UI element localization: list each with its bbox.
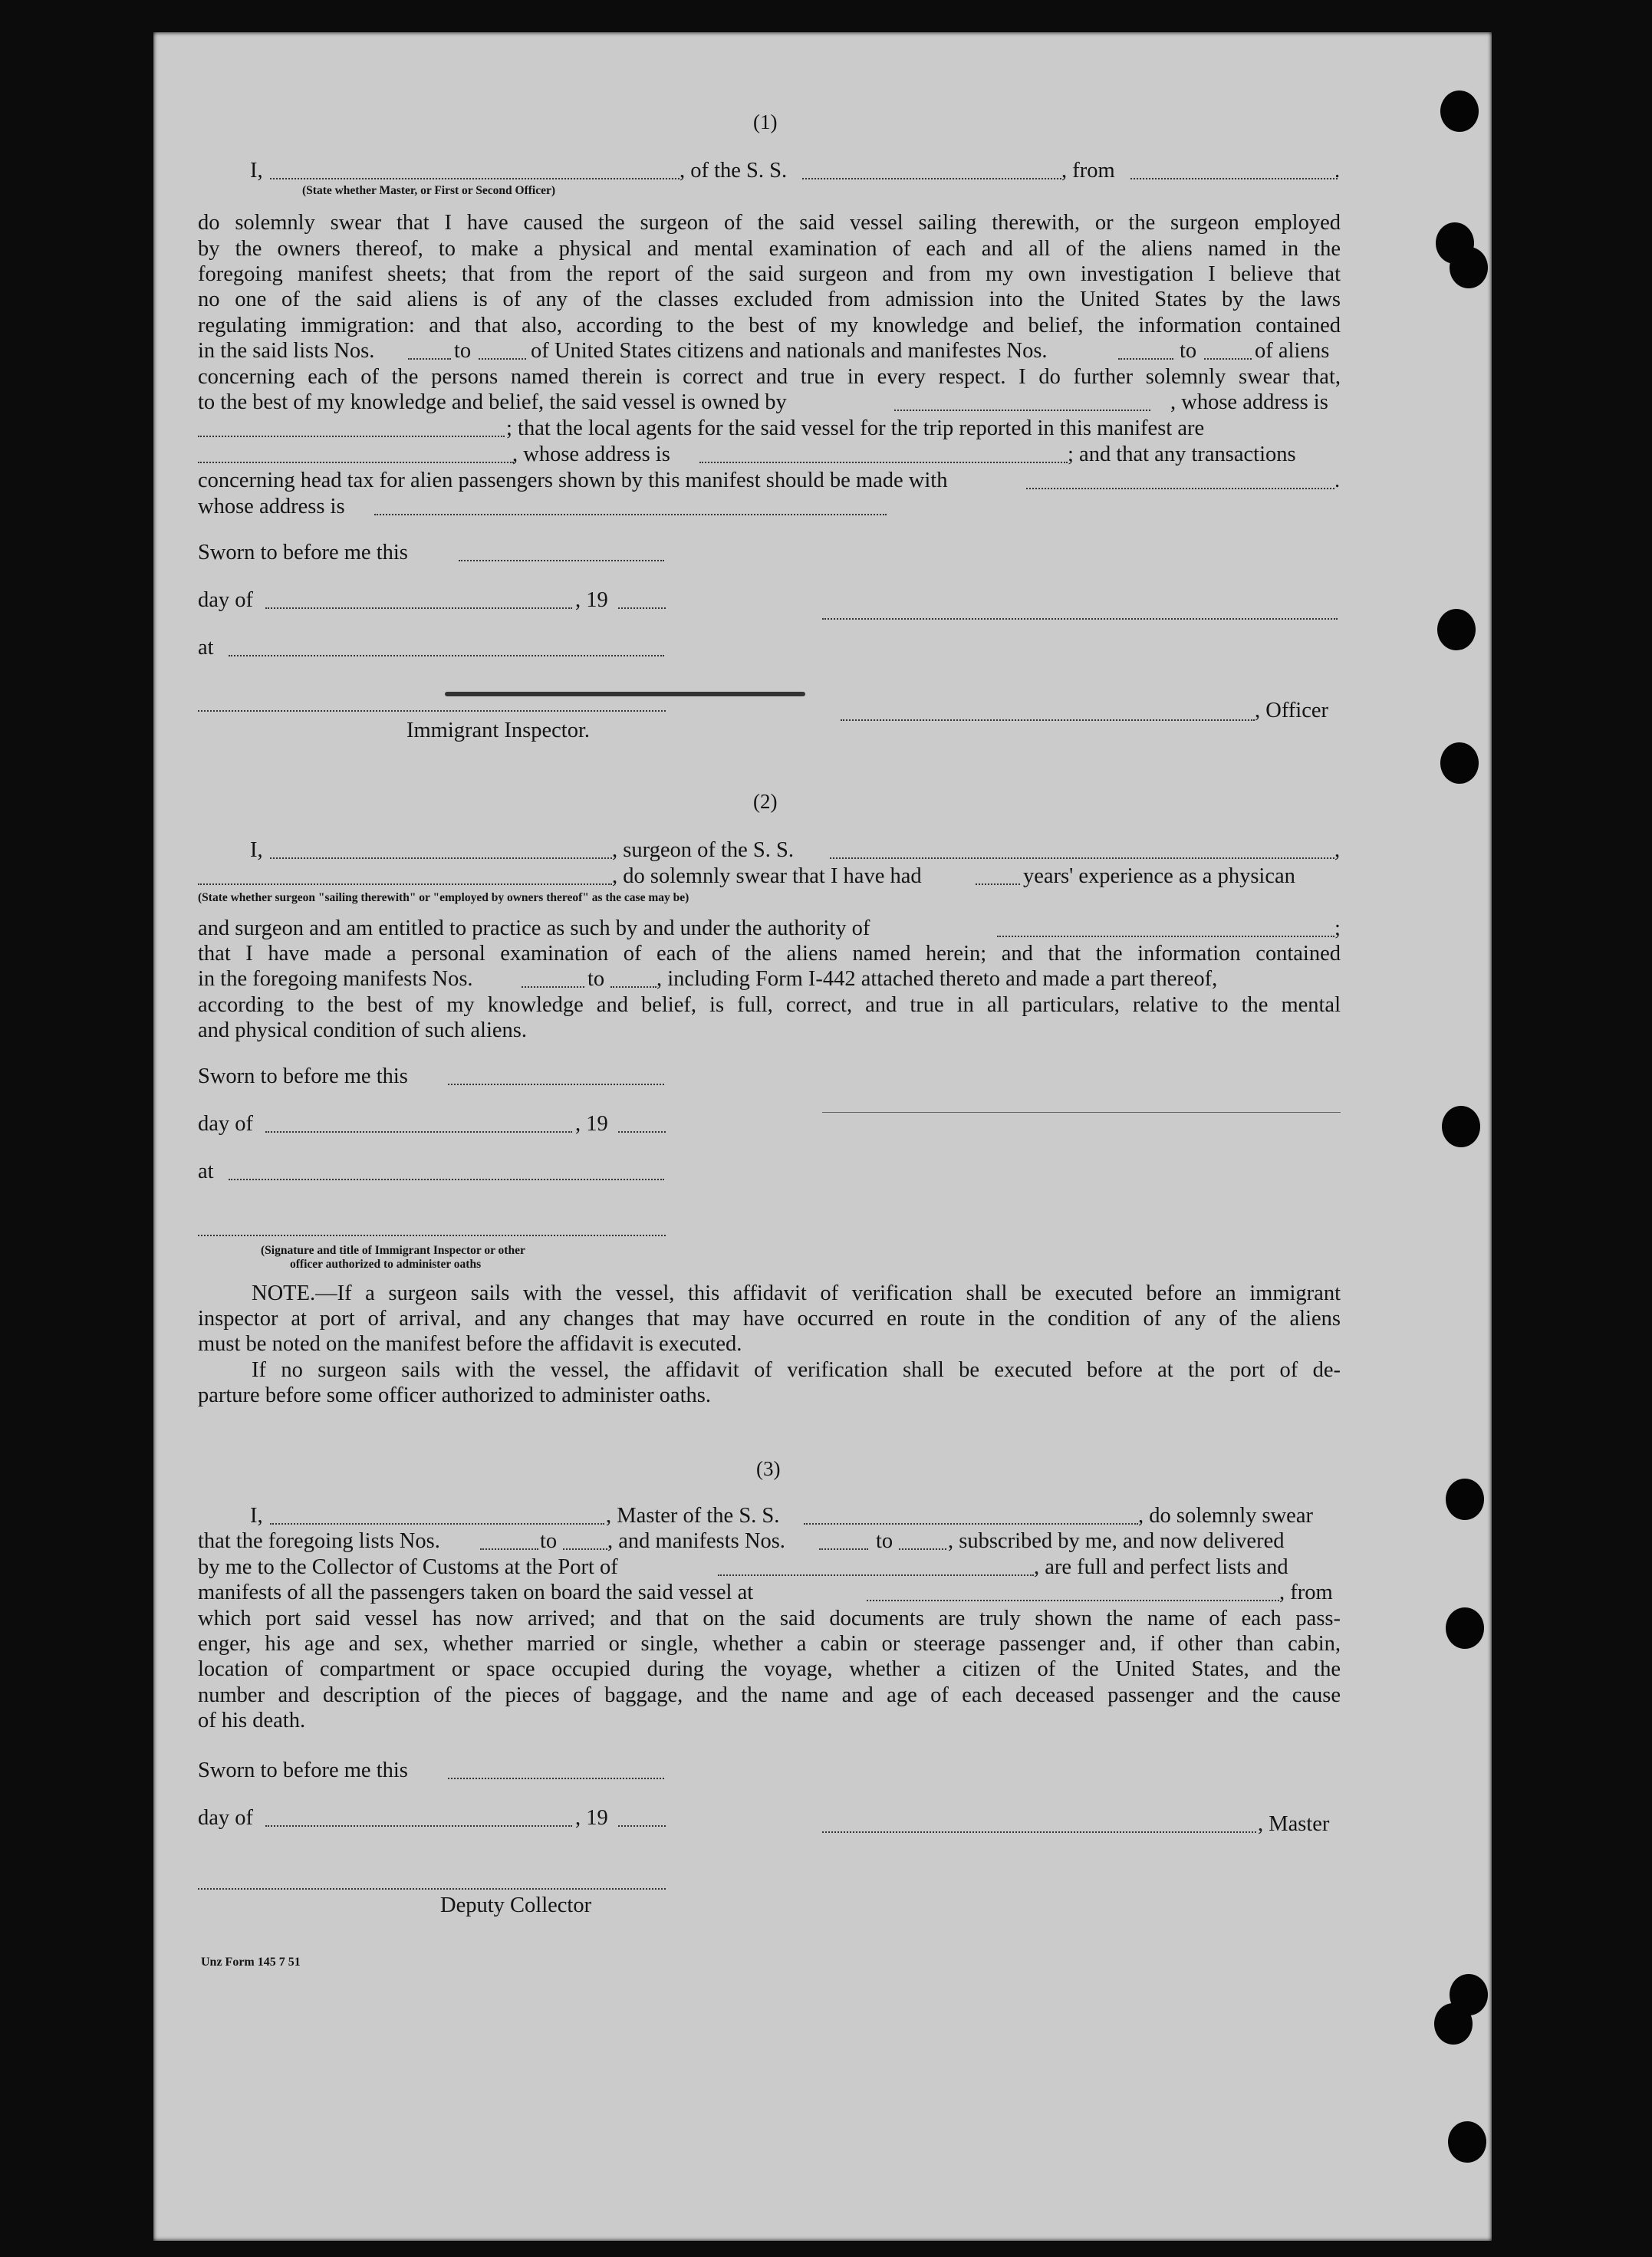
master-name-field-3[interactable] xyxy=(270,1523,604,1525)
of-ss-label: , of the S. S. xyxy=(680,159,788,183)
note-line: parture before some officer authorized to administer oaths. xyxy=(198,1383,711,1407)
surgeon-signature-line[interactable] xyxy=(822,1112,1341,1113)
section3-para-line: number and description of the pieces of baggage, and the name and age of each deceased passenger and the cause xyxy=(198,1683,1341,1707)
note-line: If no surgeon sails with the vessel, the affidavit of verification shall be executed before at the port of de- xyxy=(252,1358,1341,1382)
owner-field[interactable] xyxy=(894,410,1150,411)
years-experience-field[interactable] xyxy=(976,883,1020,885)
surgeon-manifest-to-field[interactable] xyxy=(610,986,657,988)
officer-signature-line[interactable] xyxy=(841,719,1255,721)
citizen-list-to-field[interactable] xyxy=(479,358,526,360)
section1-para-line: foregoing manifest sheets; that from the report of the said surgeon and from my own investigation I believe that xyxy=(198,262,1341,286)
lists-from-field[interactable] xyxy=(480,1548,538,1550)
section3-para-line: location of compartment or space occupied during the voyage, whether a citizen of the United States, and the xyxy=(198,1657,1341,1681)
section1-para-line: by the owners thereof, to make a physical and mental examination of each and all of the aliens named in the xyxy=(198,237,1341,261)
owner-address-field[interactable] xyxy=(198,436,505,437)
section3-para-line: enger, his age and sex, whether married or single, whether a cabin or steerage passenger and, if other than cabin, xyxy=(198,1632,1341,1656)
binder-hole xyxy=(1440,742,1479,784)
lists-to-field[interactable] xyxy=(563,1548,607,1550)
sworn-place-field-2[interactable] xyxy=(229,1179,664,1180)
note-line: inspector at port of arrival, and any changes that may have occurred en route in the condition of any of the aliens xyxy=(198,1307,1341,1331)
binder-hole xyxy=(1448,2121,1486,2163)
master-name-field[interactable] xyxy=(270,178,680,179)
sworn-year-field-3[interactable] xyxy=(618,1825,666,1827)
boarding-port-field[interactable] xyxy=(867,1600,1279,1601)
citizen-list-from-field[interactable] xyxy=(408,358,451,360)
sworn-place-field[interactable] xyxy=(229,655,664,656)
sworn-month-field[interactable] xyxy=(265,607,572,609)
note-line: NOTE.—If a surgeon sails with the vessel, this affidavit of verification shall be executed before an immigrant xyxy=(252,1281,1341,1305)
alien-manifest-from-field[interactable] xyxy=(1118,358,1173,360)
binder-hole xyxy=(1442,1106,1480,1147)
inspector-signature-line[interactable] xyxy=(198,710,666,712)
section-3-number: (3) xyxy=(756,1457,781,1480)
sworn-month-field-3[interactable] xyxy=(265,1825,572,1827)
surgeon-note: (State whether surgeon "sailing therewith" or "employed by owners thereof" as the case may be) xyxy=(198,891,689,904)
vessel-name-field-3[interactable] xyxy=(804,1523,1138,1525)
binder-hole xyxy=(1446,1607,1484,1649)
deputy-collector-signature-line[interactable] xyxy=(198,1888,666,1890)
sworn-date-field[interactable] xyxy=(459,560,664,561)
customs-port-field[interactable] xyxy=(718,1574,1034,1576)
surgeon-vessel-field[interactable] xyxy=(830,857,1334,859)
form-number: Unz Form 145 7 51 xyxy=(201,1956,301,1969)
master-note: (State whether Master, or First or Second Officer) xyxy=(302,184,556,197)
administering-officer-signature-line[interactable] xyxy=(198,1235,666,1236)
binder-hole xyxy=(1446,1479,1484,1520)
section-1-number: (1) xyxy=(753,110,778,133)
sworn-year-field[interactable] xyxy=(618,607,666,609)
binder-hole xyxy=(1450,247,1488,288)
head-tax-contact-field[interactable] xyxy=(1026,488,1334,489)
master-signature-line[interactable] xyxy=(822,618,1338,620)
sworn-month-field-2[interactable] xyxy=(265,1131,572,1133)
note-line: must be noted on the manifest before the affidavit is executed. xyxy=(198,1332,742,1356)
manifests-to-field[interactable] xyxy=(899,1548,946,1550)
section1-para-line: regulating immigration: and that also, according to the best of my knowledge and belief, the information contained xyxy=(198,314,1341,337)
section3-para-line: of his death. xyxy=(198,1709,306,1732)
section3-para-line: which port said vessel has now arrived; and that on the said documents are truly shown the name of each pass- xyxy=(198,1607,1341,1630)
authority-field[interactable] xyxy=(997,936,1334,937)
surgeon-status-field[interactable] xyxy=(198,883,612,885)
from-label: , from xyxy=(1061,159,1115,183)
local-agents-field[interactable] xyxy=(198,462,514,463)
master-i: I, xyxy=(250,159,263,183)
sworn-year-field-2[interactable] xyxy=(618,1131,666,1133)
binder-hole xyxy=(1440,90,1479,132)
sworn-date-field-2[interactable] xyxy=(448,1084,664,1085)
vessel-name-field[interactable] xyxy=(802,178,1061,179)
surgeon-name-field[interactable] xyxy=(270,857,612,859)
section1-para-line: no one of the said aliens is of any of the classes excluded from admission into the United States by the laws xyxy=(198,288,1341,311)
alien-manifest-to-field[interactable] xyxy=(1204,358,1252,360)
agents-address-field[interactable] xyxy=(699,462,1068,463)
head-tax-address-field[interactable] xyxy=(374,514,887,515)
binder-hole xyxy=(1434,2003,1473,2045)
section-2-number: (2) xyxy=(753,790,778,813)
binder-hole xyxy=(1437,609,1476,650)
sworn-date-field-3[interactable] xyxy=(448,1778,664,1779)
master-signature-line-3[interactable] xyxy=(822,1831,1256,1833)
inspector-signature-stroke xyxy=(445,692,805,696)
section1-para-line: do solemnly swear that I have caused the surgeon of the said vessel sailing therewith, or the surgeon employed xyxy=(198,211,1341,235)
surgeon-manifest-from-field[interactable] xyxy=(522,986,584,988)
from-port-field[interactable] xyxy=(1130,178,1338,179)
manifests-from-field[interactable] xyxy=(819,1548,868,1550)
